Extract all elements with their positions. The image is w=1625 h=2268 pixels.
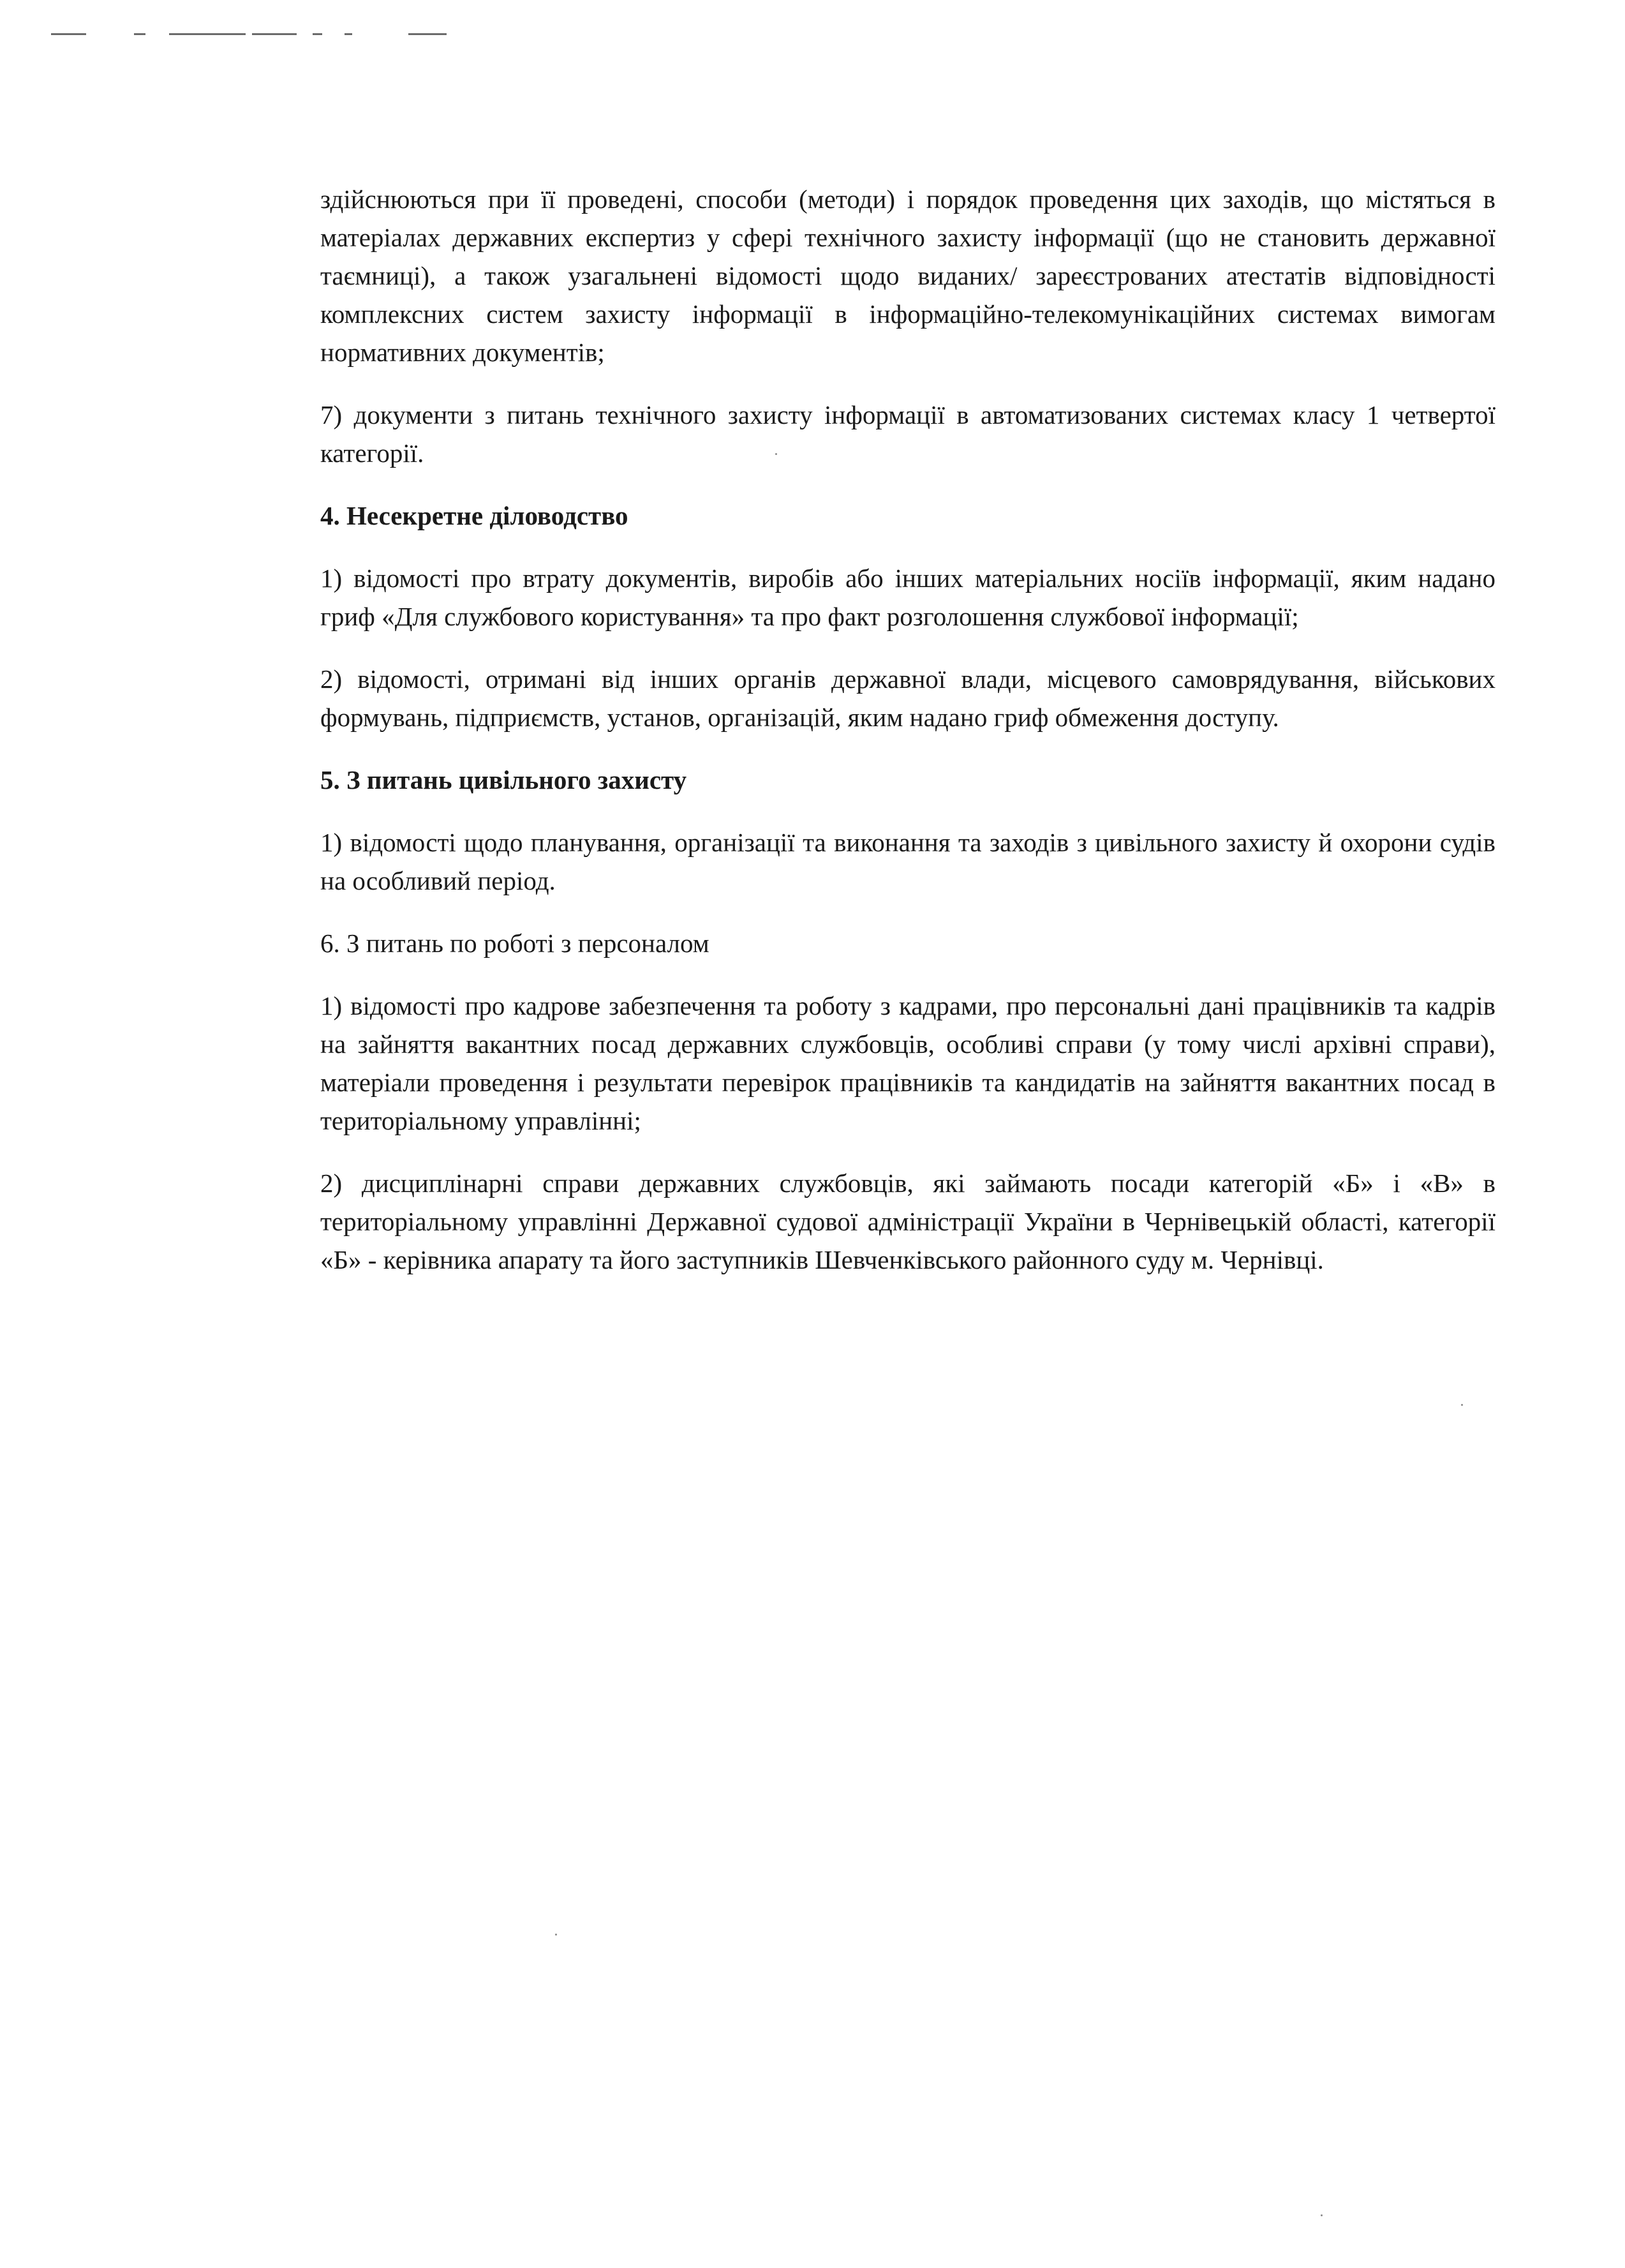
scan-speck xyxy=(555,1934,557,1936)
section-heading-4: 4. Несекретне діловодство xyxy=(320,501,628,530)
scan-artifact-line xyxy=(51,33,86,35)
paragraph-6-2: 2) дисциплінарні справи державних службовців, які займають посади категорій «Б» і «В» в територіальному управлінні Державної судової адміністрації України в Чернівецькій області, категорії «Б» - керівника апарату та його заступників Шевченківського районного суду м. Чернівці. xyxy=(320,1168,1495,1274)
scan-artifact-line xyxy=(313,33,322,35)
scan-speck xyxy=(1461,1404,1463,1406)
paragraph-5-1: 1) відомості щодо планування, організації та виконання та заходів з цивільного захисту й охорони судів на особливий період. xyxy=(320,828,1495,895)
paragraph-continuation: здійснюються при її проведені, способи (методи) і порядок проведення цих заходів, що містяться в матеріалах державних експертиз у сфері технічного захисту інформації (що не становить державної таємниці), а також узагальнені відомості щодо виданих/ зареєстрованих атестатів відповідності комплексних систем захисту інформації в інформаційно-телекомунікаційних системах вимогам нормативних документів; xyxy=(320,184,1495,367)
scan-artifact-line xyxy=(134,33,145,35)
paragraph-item-7: 7) документи з питань технічного захисту інформації в автоматизованих системах класу 1 четвертої категорії. xyxy=(320,400,1495,468)
scan-speck xyxy=(1321,2214,1323,2216)
paragraph-6-1: 1) відомості про кадрове забезпечення та роботу з кадрами, про персональні дані працівників та кадрів на зайняття вакантних посад державних службовців, особливі справи (у тому числі архівні справи), матеріали проведення і результати перевірок працівників та кандидатів на зайняття вакантних посад в територіальному управлінні; xyxy=(320,991,1495,1135)
scan-artifact-line xyxy=(169,33,246,35)
paragraph-4-2: 2) відомості, отримані від інших органів державної влади, місцевого самоврядування, військових формувань, підприємств, установ, організацій, яким надано гриф обмеження доступу. xyxy=(320,664,1495,732)
paragraph-4-1: 1) відомості про втрату документів, виробів або інших матеріальних носіїв інформації, яким надано гриф «Для службового користування» та про факт розголошення службової інформації; xyxy=(320,563,1495,631)
scan-artifact-line xyxy=(345,33,352,35)
section-heading-5: 5. З питань цивільного захисту xyxy=(320,765,687,795)
scan-artifact-line xyxy=(408,33,447,35)
document-body xyxy=(320,180,1495,1279)
scan-artifact-line xyxy=(252,33,297,35)
section-heading-6: 6. З питань по роботі з персоналом xyxy=(320,929,709,958)
